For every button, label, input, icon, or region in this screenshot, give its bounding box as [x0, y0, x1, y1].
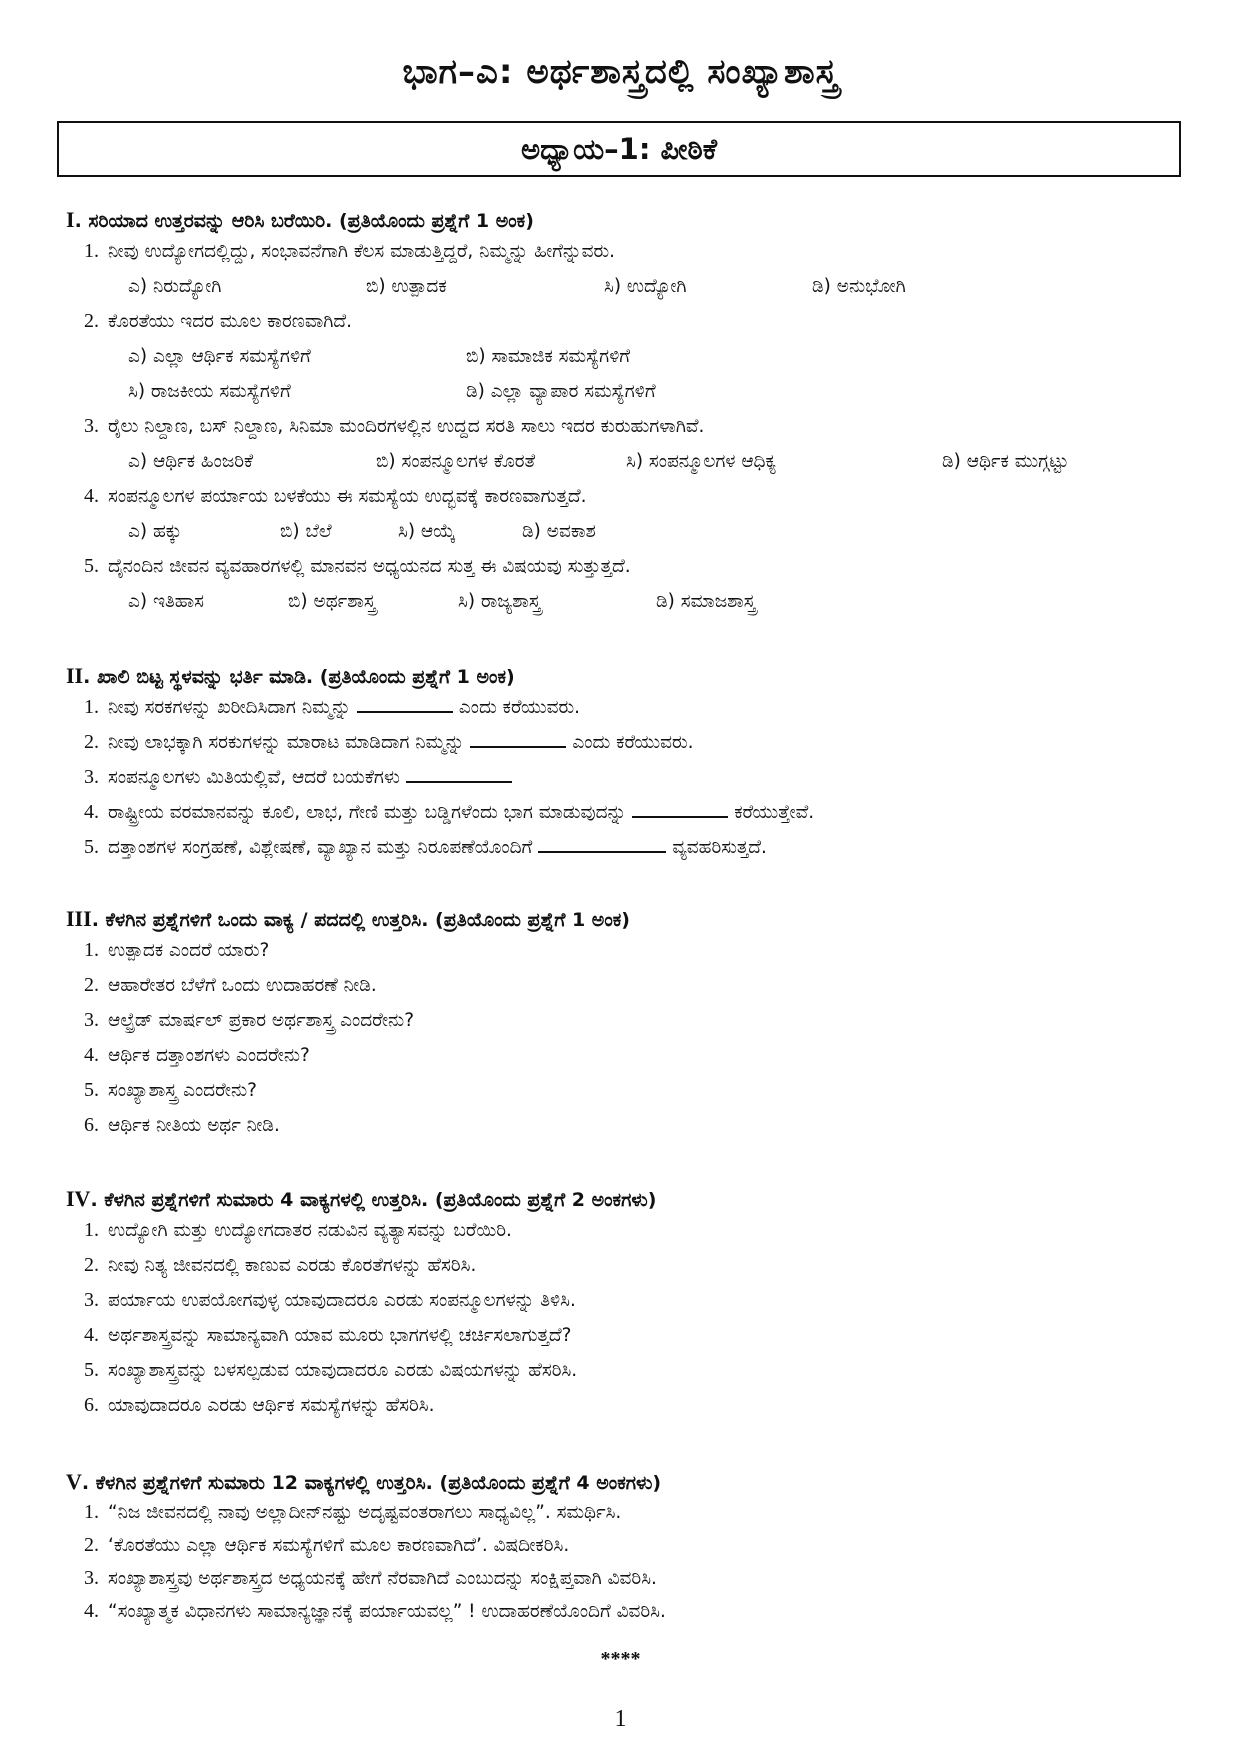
answer-blank	[357, 693, 453, 713]
question-item	[66, 830, 1196, 865]
question-item	[66, 1388, 1196, 1423]
option-d: ಡಿ) ಅವಕಾಶ	[522, 521, 596, 542]
section-number: II	[66, 663, 84, 688]
section-1	[66, 206, 1196, 619]
option-b: ಬಿ) ಸಂಪನ್ಮೂಲಗಳ ಕೊರತೆ	[376, 451, 536, 472]
question-text: ನೀವು ನಿತ್ಯ ಜೀವನದಲ್ಲಿ ಕಾಣುವ ಎರಡು ಕೊರತೆಗಳನ್ನು ಹೆಸರಿಸಿ.	[108, 1255, 477, 1276]
question-text: “ಸಂಖ್ಯಾತ್ಮಕ ವಿಧಾನಗಳು ಸಾಮಾನ್ಯಜ್ಞಾನಕ್ಕೆ ಪರ್ಯಾಯವಲ್ಲ” ! ಉದಾಹರಣೆಯೊಂದಿಗೆ ವಿವರಿಸಿ.	[108, 1601, 666, 1622]
section-heading	[66, 1185, 1196, 1213]
question-number: 5.	[84, 555, 99, 577]
question-text: ಯಾವುದಾದರೂ ಎರಡು ಆರ್ಥಿಕ ಸಮಸ್ಯೆಗಳನ್ನು ಹೆಸರಿಸಿ.	[108, 1395, 435, 1416]
option-d: ಡಿ) ಆರ್ಥಿಕ ಮುಗ್ಗಟ್ಟು	[942, 451, 1069, 472]
option-b: ಬಿ) ಅರ್ಥಶಾಸ್ತ್ರ	[288, 591, 376, 612]
text-before-blank: ರಾಷ್ಟ್ರೀಯ ವರಮಾನವನ್ನು ಕೂಲಿ, ಲಾಭ, ಗೇಣಿ ಮತ್ತು ಬಡ್ಡಿಗಳೆಂದು ಭಾಗ ಮಾಡುವುದನ್ನು	[108, 802, 627, 823]
question-text: ಸಂಖ್ಯಾಶಾಸ್ತ್ರ ಎಂದರೇನು?	[108, 1080, 257, 1101]
question-text: ಆಹಾರೇತರ ಬೆಳೆಗೆ ಒಂದು ಉದಾಹರಣೆ ನೀಡಿ.	[108, 975, 377, 996]
question-text: ಸಂಖ್ಯಾಶಾಸ್ತ್ರವನ್ನು ಬಳಸಲ್ಪಡುವ ಯಾವುದಾದರೂ ಎರಡು ವಿಷಯಗಳನ್ನು ಹೆಸರಿಸಿ.	[108, 1360, 578, 1381]
option-d: ಡಿ) ಅನುಭೋಗಿ	[812, 276, 906, 297]
question-number: 3.	[84, 415, 99, 437]
text-before-blank: ನೀವು ಲಾಭಕ್ಕಾಗಿ ಸರಕುಗಳನ್ನು ಮಾರಾಟ ಮಾಡಿದಾಗ ನಿಮ್ಮನ್ನು	[108, 732, 465, 753]
question-text	[108, 760, 518, 795]
question-text	[108, 725, 694, 760]
question-text: ಅರ್ಥಶಾಸ್ತ್ರವನ್ನು ಸಾಮಾನ್ಯವಾಗಿ ಯಾವ ಮೂರು ಭಾಗಗಳಲ್ಲಿ ಚರ್ಚಿಸಲಾಗುತ್ತದೆ?	[108, 1325, 572, 1346]
question-text: ಆಲ್ಫ್ರೆಡ್ ಮಾರ್ಷಲ್ ಪ್ರಕಾರ ಅರ್ಥಶಾಸ್ತ್ರ ಎಂದರೇನು?	[108, 1010, 415, 1031]
text-after-blank: ಕರೆಯುತ್ತೇವೆ.	[734, 802, 815, 823]
section-instruction: . ಕೆಳಗಿನ ಪ್ರಶ್ನೆಗಳಿಗೆ ಸುಮಾರು 4 ವಾಕ್ಯಗಳಲ್ಲಿ ಉತ್ತರಿಸಿ. (ಪ್ರತಿಯೊಂದು ಪ್ರಶ್ನೆಗೆ 2 ಅಂಕಗಳು)	[90, 1189, 657, 1211]
question-text: ಕೊರತೆಯು ಇದರ ಮೂಲ ಕಾರಣವಾಗಿದೆ.	[108, 311, 352, 332]
section-5	[66, 1468, 1196, 1628]
question-item	[66, 1108, 1196, 1143]
question-number: 3.	[84, 1567, 99, 1589]
question-number: 2.	[84, 1534, 99, 1556]
question-item	[66, 1318, 1196, 1353]
question-item	[66, 1562, 1196, 1595]
question-item	[66, 304, 1196, 339]
options-row	[66, 339, 1196, 374]
answer-blank	[406, 763, 512, 783]
section-number: V	[66, 1469, 82, 1494]
section-number: III	[66, 906, 92, 931]
answer-blank	[470, 728, 566, 748]
section-3	[66, 905, 1196, 1143]
question-text: ಆರ್ಥಿಕ ದತ್ತಾಂಶಗಳು ಎಂದರೇನು?	[108, 1045, 310, 1066]
question-item	[66, 795, 1196, 830]
question-number: 2.	[84, 310, 99, 332]
question-number: 4.	[84, 1600, 99, 1622]
options-row	[66, 374, 1196, 409]
question-number: 1.	[84, 240, 99, 262]
question-number: 5.	[84, 1079, 99, 1101]
question-text: ಉದ್ಯೋಗಿ ಮತ್ತು ಉದ್ಯೋಗದಾತರ ನಡುವಿನ ವ್ಯತ್ಯಾಸವನ್ನು ಬರೆಯಿರಿ.	[108, 1220, 512, 1241]
option-a: ಎ) ಆರ್ಥಿಕ ಹಿಂಜರಿಕೆ	[128, 451, 254, 472]
option-b: ಬಿ) ಉತ್ಪಾದಕ	[366, 276, 447, 297]
section-heading	[66, 206, 1196, 234]
answer-blank	[632, 798, 728, 818]
question-text: “ನಿಜ ಜೀವನದಲ್ಲಿ ನಾವು ಅಲ್ಲಾದೀನ್‌ನಷ್ಟು ಅದೃಷ್ಟವಂತರಾಗಲು ಸಾಧ್ಯವಿಲ್ಲ”. ಸಮರ್ಥಿಸಿ.	[108, 1502, 622, 1523]
question-item	[66, 1038, 1196, 1073]
question-item	[66, 725, 1196, 760]
question-item	[66, 549, 1196, 584]
question-item	[66, 760, 1196, 795]
options-row	[66, 444, 1196, 479]
text-after-blank: ಎಂದು ಕರೆಯುವರು.	[458, 697, 581, 718]
question-number: 5.	[84, 1359, 99, 1381]
question-number: 2.	[84, 1254, 99, 1276]
options-row	[66, 584, 1196, 619]
section-instruction: . ಖಾಲಿ ಬಿಟ್ಟ ಸ್ಥಳವನ್ನು ಭರ್ತಿ ಮಾಡಿ. (ಪ್ರತಿಯೊಂದು ಪ್ರಶ್ನೆಗೆ 1 ಅಂಕ)	[83, 666, 515, 688]
section-instruction: . ಸರಿಯಾದ ಉತ್ತರವನ್ನು ಆರಿಸಿ ಬರೆಯಿರಿ. (ಪ್ರತಿಯೊಂದು ಪ್ರಶ್ನೆಗೆ 1 ಅಂಕ)	[74, 210, 534, 232]
question-number: 3.	[84, 1289, 99, 1311]
question-text: ಉತ್ಪಾದಕ ಎಂದರೆ ಯಾರು?	[108, 940, 270, 961]
question-number: 4.	[84, 1044, 99, 1066]
question-number: 1.	[84, 696, 99, 718]
question-item	[66, 479, 1196, 514]
question-text: ಪರ್ಯಾಯ ಉಪಯೋಗವುಳ್ಳ ಯಾವುದಾದರೂ ಎರಡು ಸಂಪನ್ಮೂಲಗಳನ್ನು ತಿಳಿಸಿ.	[108, 1290, 576, 1311]
question-number: 5.	[84, 836, 99, 858]
section-heading	[66, 1468, 1196, 1496]
question-number: 4.	[84, 1324, 99, 1346]
option-b: ಬಿ) ಬೆಲೆ	[280, 521, 332, 542]
text-after-blank: ಎಂದು ಕರೆಯುವರು.	[572, 732, 694, 753]
question-item	[66, 1353, 1196, 1388]
question-item	[66, 409, 1196, 444]
end-mark: ****	[600, 1648, 641, 1670]
option-a: ಎ) ಎಲ್ಲಾ ಆರ್ಥಿಕ ಸಮಸ್ಯೆಗಳಿಗೆ	[128, 346, 311, 367]
question-item	[66, 1595, 1196, 1628]
page-number: 1	[614, 1706, 627, 1732]
question-item	[66, 1496, 1196, 1529]
question-number: 1.	[84, 939, 99, 961]
text-before-blank: ಸಂಪನ್ಮೂಲಗಳು ಮಿತಿಯಲ್ಲಿವೆ, ಆದರೆ ಬಯಕೆಗಳು	[108, 767, 400, 788]
question-number: 3.	[84, 1009, 99, 1031]
option-c: ಸಿ) ಸಂಪನ್ಮೂಲಗಳ ಆಧಿಕ್ಯ	[626, 451, 777, 472]
answer-blank	[538, 833, 666, 853]
question-item	[66, 933, 1196, 968]
question-number: 6.	[84, 1114, 99, 1136]
chapter-heading: ಅಧ್ಯಾಯ–1: ಪೀಠಿಕೆ	[57, 121, 1181, 177]
question-text: ರೈಲು ನಿಲ್ದಾಣ, ಬಸ್ ನಿಲ್ದಾಣ, ಸಿನಿಮಾ ಮಂದಿರಗಳಲ್ಲಿನ ಉದ್ದದ ಸರತಿ ಸಾಲು ಇದರ ಕುರುಹುಗಳಾಗಿವೆ.	[108, 416, 705, 437]
page-title: ಭಾಗ–ಎ: ಅರ್ಥಶಾಸ್ತ್ರದಲ್ಲಿ ಸಂಖ್ಯಾಶಾಸ್ತ್ರ	[402, 52, 839, 92]
section-heading	[66, 662, 1196, 690]
text-before-blank: ನೀವು ಸರಕಗಳನ್ನು ಖರೀದಿಸಿದಾಗ ನಿಮ್ಮನ್ನು	[108, 697, 351, 718]
question-text	[108, 830, 767, 865]
option-a: ಎ) ಹಕ್ಕು	[128, 521, 182, 542]
text-before-blank: ದತ್ತಾಂಶಗಳ ಸಂಗ್ರಹಣೆ, ವಿಶ್ಲೇಷಣೆ, ವ್ಯಾಖ್ಯಾನ ಮತ್ತು ನಿರೂಪಣೆಯೊಂದಿಗೆ	[108, 837, 533, 858]
option-d: ಡಿ) ಎಲ್ಲಾ ವ್ಯಾಪಾರ ಸಮಸ್ಯೆಗಳಿಗೆ	[466, 381, 656, 402]
question-item	[66, 1283, 1196, 1318]
question-text	[108, 795, 814, 830]
section-heading	[66, 905, 1196, 933]
question-number: 2.	[84, 731, 99, 753]
question-number: 1.	[84, 1219, 99, 1241]
option-b: ಬಿ) ಸಾಮಾಜಿಕ ಸಮಸ್ಯೆಗಳಿಗೆ	[466, 346, 631, 367]
question-text: ನೀವು ಉದ್ಯೋಗದಲ್ಲಿದ್ದು, ಸಂಭಾವನೆಗಾಗಿ ಕೆಲಸ ಮಾಡುತ್ತಿದ್ದರೆ, ನಿಮ್ಮನ್ನು ಹೀಗೆನ್ನುವರು.	[108, 241, 616, 262]
question-text	[108, 690, 580, 725]
text-after-blank: ವ್ಯವಹರಿಸುತ್ತದೆ.	[672, 837, 767, 858]
question-item	[66, 234, 1196, 269]
option-d: ಡಿ) ಸಮಾಜಶಾಸ್ತ್ರ	[656, 591, 756, 612]
question-item	[66, 1529, 1196, 1562]
option-c: ಸಿ) ಆಯ್ಕೆ	[398, 521, 456, 542]
section-instruction: . ಕೆಳಗಿನ ಪ್ರಶ್ನೆಗಳಿಗೆ ಒಂದು ವಾಕ್ಯ / ಪದದಲ್ಲಿ ಉತ್ತರಿಸಿ. (ಪ್ರತಿಯೊಂದು ಪ್ರಶ್ನೆಗೆ 1 ಅಂಕ)	[91, 909, 630, 931]
question-number: 1.	[84, 1501, 99, 1523]
question-item	[66, 1073, 1196, 1108]
question-number: 3.	[84, 766, 99, 788]
question-text: ಸಂಖ್ಯಾಶಾಸ್ತ್ರವು ಅರ್ಥಶಾಸ್ತ್ರದ ಅಧ್ಯಯನಕ್ಕೆ ಹೇಗೆ ನೆರವಾಗಿದೆ ಎಂಬುದನ್ನು ಸಂಕ್ಷಿಪ್ತವಾಗಿ ವಿವರಿಸಿ.	[108, 1568, 657, 1589]
question-text: ದೈನಂದಿನ ಜೀವನ ವ್ಯವಹಾರಗಳಲ್ಲಿ ಮಾನವನ ಅಧ್ಯಯನದ ಸುತ್ತ ಈ ವಿಷಯವು ಸುತ್ತುತ್ತದೆ.	[108, 556, 631, 577]
question-item	[66, 1213, 1196, 1248]
options-row	[66, 269, 1196, 304]
question-text: ‘ಕೊರತೆಯು ಎಲ್ಲಾ ಆರ್ಥಿಕ ಸಮಸ್ಯೆಗಳಿಗೆ ಮೂಲ ಕಾರಣವಾಗಿದೆ’. ವಿಷದೀಕರಿಸಿ.	[108, 1535, 570, 1556]
section-number: I	[66, 207, 75, 232]
option-a: ಎ) ನಿರುದ್ಯೋಗಿ	[128, 276, 222, 297]
question-item	[66, 968, 1196, 1003]
options-row	[66, 514, 1196, 549]
option-c: ಸಿ) ರಾಜಕೀಯ ಸಮಸ್ಯೆಗಳಿಗೆ	[128, 381, 291, 402]
section-2	[66, 662, 1196, 865]
question-number: 4.	[84, 801, 99, 823]
section-4	[66, 1185, 1196, 1423]
question-text: ಆರ್ಥಿಕ ನೀತಿಯ ಅರ್ಥ ನೀಡಿ.	[108, 1115, 280, 1136]
question-number: 6.	[84, 1394, 99, 1416]
question-number: 2.	[84, 974, 99, 996]
section-number: IV	[66, 1186, 91, 1211]
question-text: ಸಂಪನ್ಮೂಲಗಳ ಪರ್ಯಾಯ ಬಳಕೆಯು ಈ ಸಮಸ್ಯೆಯ ಉದ್ಭವಕ್ಕೆ ಕಾರಣವಾಗುತ್ತದೆ.	[108, 486, 587, 507]
option-a: ಎ) ಇತಿಹಾಸ	[128, 591, 204, 612]
section-instruction: . ಕೆಳಗಿನ ಪ್ರಶ್ನೆಗಳಿಗೆ ಸುಮಾರು 12 ವಾಕ್ಯಗಳಲ್ಲಿ ಉತ್ತರಿಸಿ. (ಪ್ರತಿಯೊಂದು ಪ್ರಶ್ನೆಗೆ 4 ಅಂಕಗಳು)	[81, 1472, 662, 1494]
option-c: ಸಿ) ರಾಜ್ಯಶಾಸ್ತ್ರ	[458, 591, 541, 612]
question-item	[66, 690, 1196, 725]
option-c: ಸಿ) ಉದ್ಯೋಗಿ	[604, 276, 687, 297]
question-item	[66, 1248, 1196, 1283]
question-number: 4.	[84, 485, 99, 507]
question-item	[66, 1003, 1196, 1038]
